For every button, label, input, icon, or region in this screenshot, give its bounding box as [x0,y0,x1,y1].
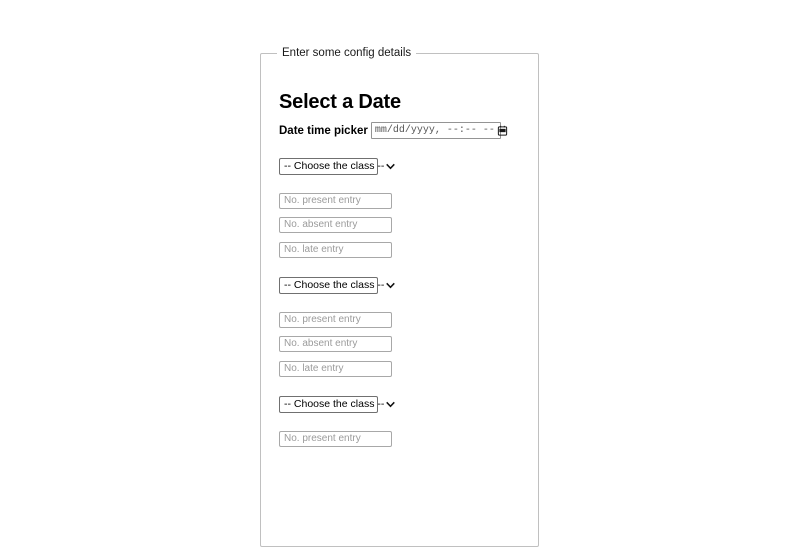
chevron-down-icon [386,162,395,171]
class-select-1-value: -- Choose the class -- [284,160,385,172]
absent-entry-placeholder-1: No. absent entry [284,219,358,230]
late-entry-placeholder-2: No. late entry [284,363,344,374]
date-time-picker-placeholder: mm/dd/yyyy, --:-- -- [374,125,495,136]
class-select-2[interactable] [279,277,385,294]
date-time-picker-label: Date time picker [279,124,368,137]
present-entry-input-3[interactable] [279,431,392,447]
present-entry-input-2[interactable] [279,312,392,328]
class-select-2-value: -- Choose the class -- [284,279,385,291]
late-entry-input-1[interactable] [279,242,392,258]
late-entry-input-2[interactable] [279,361,392,377]
calendar-icon[interactable] [497,125,508,136]
class-select-1[interactable] [279,158,385,175]
chevron-down-icon [386,400,395,409]
chevron-down-icon [386,281,395,290]
absent-entry-input-2[interactable] [279,336,392,352]
page-title: Select a Date [279,91,401,113]
present-entry-placeholder-3: No. present entry [284,433,361,444]
present-entry-input-1[interactable] [279,193,392,209]
absent-entry-input-1[interactable] [279,217,392,233]
present-entry-placeholder-2: No. present entry [284,314,361,325]
absent-entry-placeholder-2: No. absent entry [284,338,358,349]
present-entry-placeholder-1: No. present entry [284,195,361,206]
late-entry-placeholder-1: No. late entry [284,244,344,255]
fieldset-legend: Enter some config details [282,47,412,59]
class-select-3-value: -- Choose the class -- [284,398,385,410]
date-time-picker-input[interactable] [371,122,501,139]
class-select-3[interactable] [279,396,385,413]
date-time-picker-row [279,122,501,139]
